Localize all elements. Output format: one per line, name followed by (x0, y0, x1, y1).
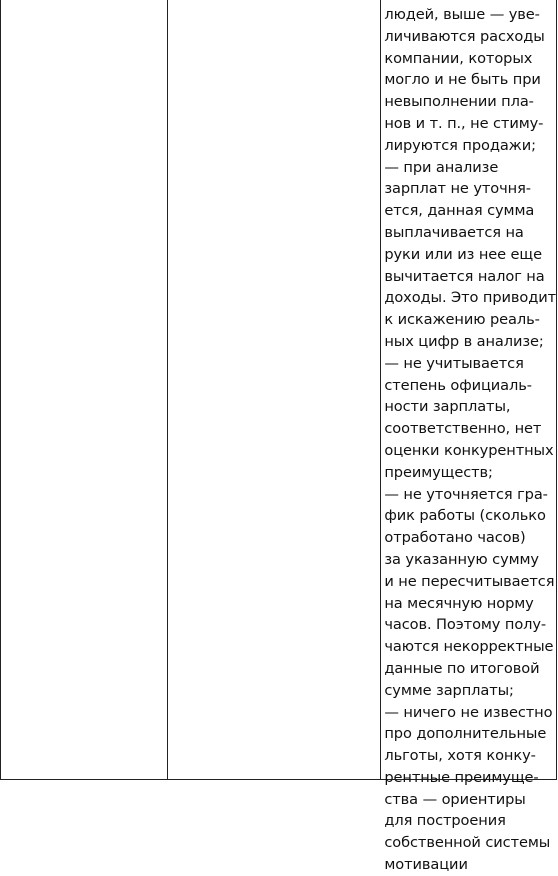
text-line: ства — ориентиры (384, 790, 526, 808)
text-line: людей, выше — уве- (384, 6, 540, 23)
table-cell-empty-middle (168, 0, 381, 779)
text-line: — при анализе (384, 158, 499, 176)
text-line: чаются некорректные (384, 638, 554, 656)
text-line: льготы, хотя конку- (384, 747, 536, 765)
text-line: рентные преимуще- (384, 768, 539, 786)
text-line: лируются продажи; (384, 136, 536, 154)
text-line: сумме зарплаты; (384, 681, 514, 699)
text-line: — не уточняется гра- (384, 485, 548, 503)
text-line: невыполнении пла- (384, 93, 534, 111)
text-line: за указанную сумму (384, 550, 539, 568)
text-line: к искажению реаль- (384, 311, 540, 329)
text-line: мотивации (384, 856, 468, 874)
text-line: ности зарплаты, (384, 398, 511, 416)
table-cell-text (381, 0, 556, 874)
text-line: ных цифр в анализе; (384, 332, 544, 350)
text-line: про дополнительные (384, 725, 547, 743)
text-line: оценки конкурентных (384, 441, 554, 459)
text-line: отработано часов) (384, 529, 526, 547)
text-line: соответственно, нет (384, 420, 542, 438)
text-line: выплачивается на (384, 223, 524, 241)
text-line: преимуществ; (384, 463, 493, 481)
text-line: могло и не быть при (384, 71, 541, 89)
text-line: часов. Поэтому полу- (384, 616, 547, 634)
text-line: — не учитывается (384, 354, 524, 372)
text-line: и не пересчитывается (384, 572, 555, 590)
text-line: руки или из нее еще (384, 245, 542, 263)
text-line: данные по итоговой (384, 659, 540, 677)
text-line: для построения (384, 812, 506, 830)
text-line: ется, данная сумма (384, 202, 535, 220)
table-cell-empty-left (1, 0, 168, 779)
text-line: — ничего не известно (384, 703, 553, 721)
text-line: нов и т. п., не стиму- (384, 114, 544, 132)
text-line: личиваются расходы (384, 27, 545, 45)
text-line: доходы. Это приводит (384, 289, 556, 307)
text-line: на месячную норму (384, 594, 534, 612)
text-line: вычитается налог на (384, 267, 545, 285)
text-line: собственной системы (384, 834, 551, 852)
text-line: степень официаль- (384, 376, 532, 394)
text-line: фик работы (сколько (384, 507, 546, 525)
text-line: компании, которых (384, 49, 533, 67)
text-line: зарплат не уточня- (384, 180, 531, 198)
